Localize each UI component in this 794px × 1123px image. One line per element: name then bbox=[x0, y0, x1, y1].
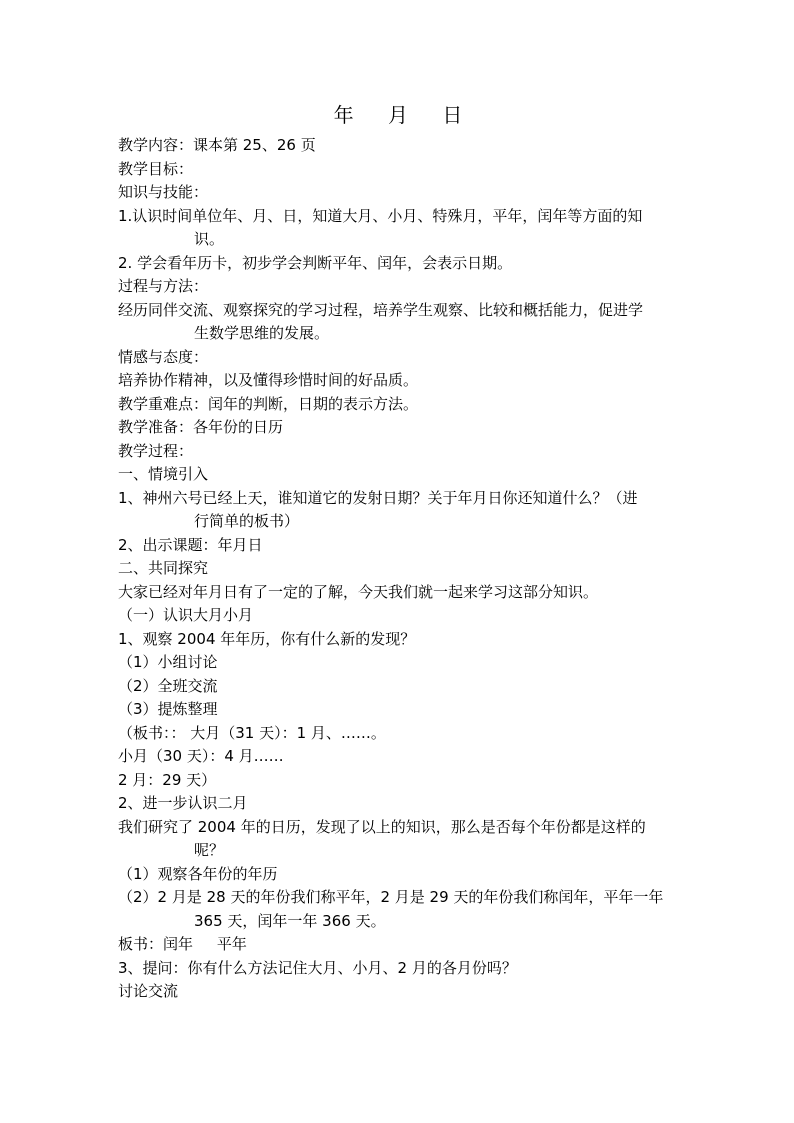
text-line: 培养协作精神，以及懂得珍惜时间的好品质。 bbox=[118, 371, 419, 389]
text-line: 讨论交流 bbox=[118, 982, 179, 1000]
text-line: 1.认识时间单位年、月、日，知道大月、小月、特殊月，平年，闰年等方面的知 bbox=[118, 206, 643, 225]
text-line: （一）认识大月小月 bbox=[118, 606, 254, 624]
text-line: 二、共同探究 bbox=[118, 559, 209, 577]
text-line: （2）全班交流 bbox=[118, 676, 218, 695]
text-line: 1、神州六号已经上天，谁知道它的发射日期？关于年月日你还知道什么？（进 bbox=[118, 488, 638, 507]
text-line: 1、观察 2004 年年历，你有什么新的发现？ bbox=[118, 629, 416, 648]
text-line: 呢？ bbox=[194, 841, 225, 859]
text-line: 3、提问：你有什么方法记住大月、小月、2 月的各月份吗？ bbox=[118, 958, 517, 977]
text-line: 情感与态度： bbox=[118, 347, 209, 366]
text-line: 过程与方法： bbox=[118, 277, 209, 295]
text-line: 365 天，闰年一年 366 天。 bbox=[194, 911, 386, 930]
text-line: （2）2 月是 28 天的年份我们称平年，2 月是 29 天的年份我们称闰年，平年一年 bbox=[118, 888, 664, 906]
text-line: 识。 bbox=[194, 230, 225, 248]
title-char-day: 日 bbox=[442, 103, 463, 127]
text-line: 大家已经对年月日有了一定的了解，今天我们就一起来学习这部分知识。 bbox=[118, 582, 599, 601]
text-line: 2 月：29 天） bbox=[118, 770, 217, 789]
document-body bbox=[118, 134, 678, 1004]
title-char-month: 月 bbox=[388, 103, 408, 127]
text-line: （3）提炼整理 bbox=[118, 700, 218, 718]
title-char-year: 年 bbox=[333, 103, 354, 127]
text-line: 2、进一步认识二月 bbox=[118, 794, 248, 812]
text-line: 教学过程： bbox=[118, 441, 194, 460]
text-line: 教学目标： bbox=[118, 159, 194, 178]
text-line: （1）小组讨论 bbox=[118, 653, 218, 671]
document-title bbox=[118, 100, 678, 132]
text-line: 2. 学会看年历卡，初步学会判断平年、闰年，会表示日期。 bbox=[118, 253, 513, 272]
text-line: 小月（30 天）：4 月…… bbox=[118, 747, 284, 765]
text-line: 教学准备：各年份的日历 bbox=[118, 418, 284, 436]
text-line: 知识与技能： bbox=[118, 183, 209, 201]
text-line: （板书：： 大月（31 天）：1 月、……。 bbox=[118, 723, 386, 742]
text-line: 经历同伴交流、观察探究的学习过程，培养学生观察、比较和概括能力，促进学 bbox=[118, 300, 644, 319]
text-line: 教学内容：课本第 25、26 页 bbox=[118, 136, 316, 154]
text-line: 板书：闰年 平年 bbox=[118, 935, 247, 953]
text-line: 教学重难点：闰年的判断，日期的表示方法。 bbox=[118, 394, 419, 413]
text-line: 行简单的板书） bbox=[194, 512, 300, 530]
text-line: 2、出示课题：年月日 bbox=[118, 535, 263, 554]
document-page bbox=[118, 100, 678, 1004]
text-line: 我们研究了 2004 年的日历，发现了以上的知识，那么是否每个年份都是这样的 bbox=[118, 817, 646, 836]
text-line: 生数学思维的发展。 bbox=[194, 324, 330, 342]
text-line: （1）观察各年份的年历 bbox=[118, 864, 278, 883]
text-line: 一、情境引入 bbox=[118, 465, 209, 483]
